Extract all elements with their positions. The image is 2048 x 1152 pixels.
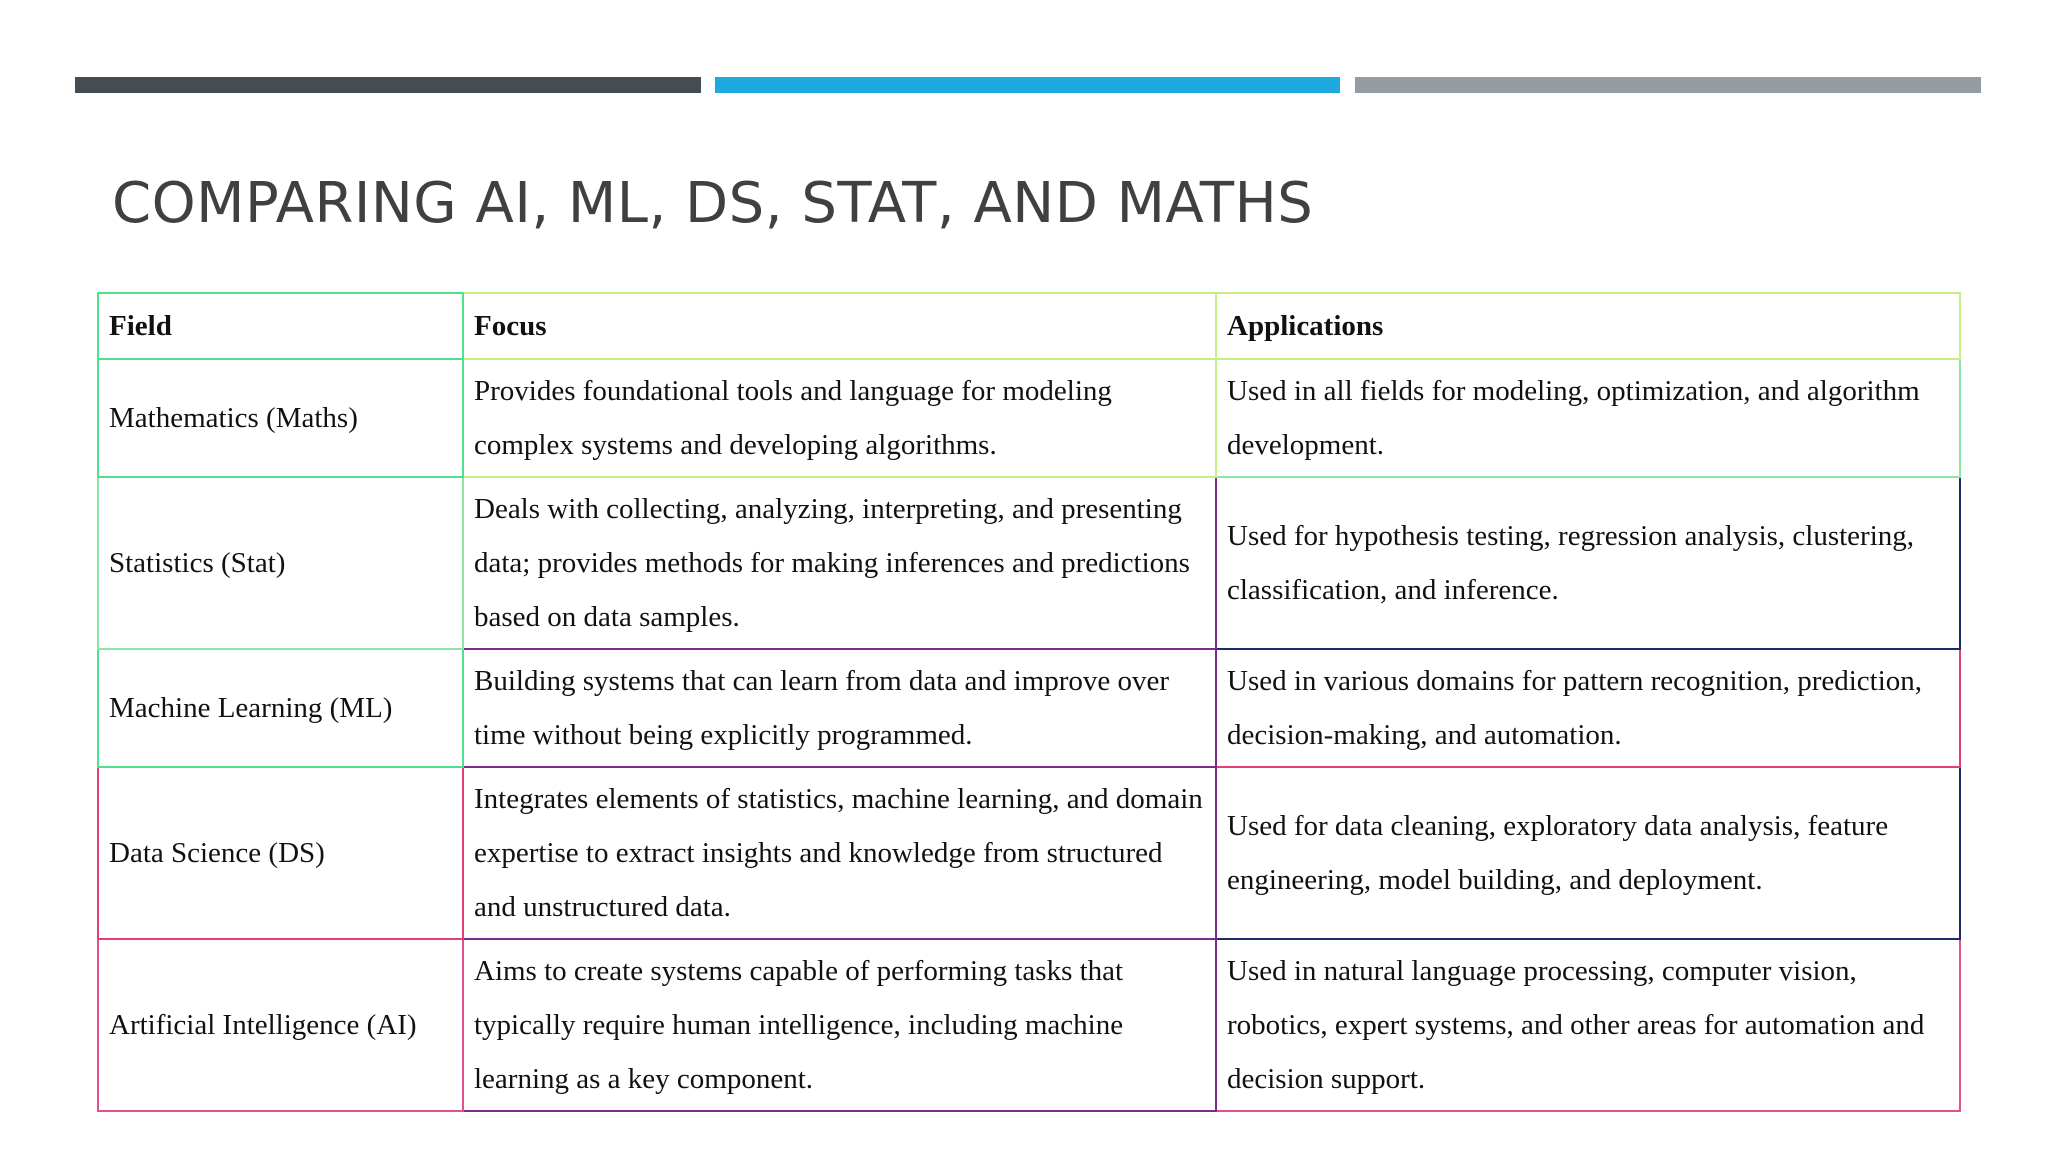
table-row bbox=[98, 359, 1960, 477]
focus-cell: Provides foundational tools and language for modeling complex systems and developing algorithms. bbox=[463, 359, 1216, 477]
comparison-table bbox=[97, 292, 1961, 1112]
focus-cell: Building systems that can learn from data and improve over time without being explicitly programmed. bbox=[463, 649, 1216, 767]
field-cell: Machine Learning (ML) bbox=[98, 649, 463, 767]
slide-title: COMPARING AI, ML, DS, STAT, AND MATHS bbox=[112, 171, 1314, 236]
focus-cell: Aims to create systems capable of performing tasks that typically require human intelligence, including machine learning as a key component. bbox=[463, 939, 1216, 1111]
applications-cell: Used for data cleaning, exploratory data analysis, feature engineering, model building, and deployment. bbox=[1216, 767, 1960, 939]
accent-bar-blue bbox=[715, 77, 1340, 93]
focus-cell: Deals with collecting, analyzing, interpreting, and presenting data; provides methods for making inferences and predictions based on data samples. bbox=[463, 477, 1216, 649]
accent-bar-dark bbox=[75, 77, 701, 93]
header-field: Field bbox=[98, 293, 463, 359]
table-row bbox=[98, 939, 1960, 1111]
table-row bbox=[98, 477, 1960, 649]
field-cell: Statistics (Stat) bbox=[98, 477, 463, 649]
table-row bbox=[98, 767, 1960, 939]
applications-cell: Used in all fields for modeling, optimization, and algorithm development. bbox=[1216, 359, 1960, 477]
applications-cell: Used in natural language processing, computer vision, robotics, expert systems, and other areas for automation and decision support. bbox=[1216, 939, 1960, 1111]
field-cell: Mathematics (Maths) bbox=[98, 359, 463, 477]
accent-bar-gray bbox=[1355, 77, 1981, 93]
table-header-row bbox=[98, 293, 1960, 359]
table-row bbox=[98, 649, 1960, 767]
field-cell: Artificial Intelligence (AI) bbox=[98, 939, 463, 1111]
applications-cell: Used for hypothesis testing, regression analysis, clustering, classification, and inference. bbox=[1216, 477, 1960, 649]
header-applications: Applications bbox=[1216, 293, 1960, 359]
applications-cell: Used in various domains for pattern recognition, prediction, decision-making, and automation. bbox=[1216, 649, 1960, 767]
field-cell: Data Science (DS) bbox=[98, 767, 463, 939]
header-focus: Focus bbox=[463, 293, 1216, 359]
focus-cell: Integrates elements of statistics, machine learning, and domain expertise to extract insights and knowledge from structured and unstructured data. bbox=[463, 767, 1216, 939]
